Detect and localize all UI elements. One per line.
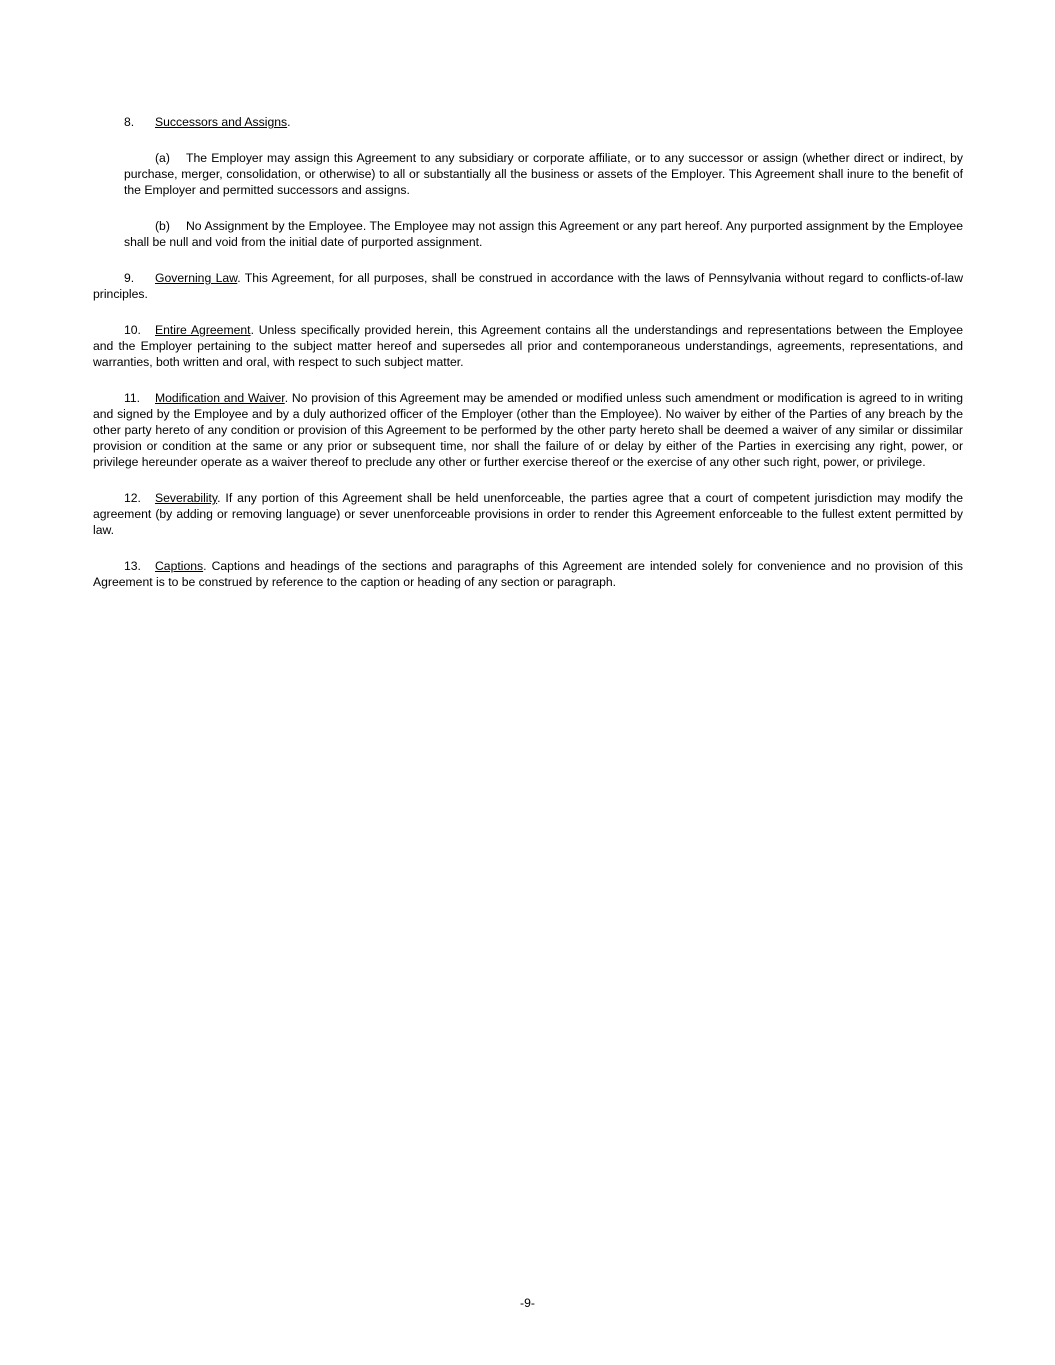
section-text: . This Agreement, for all purposes, shall be construed in accordance with the laws of Pennsylvania without regard to conflicts-of-law principles.: [93, 271, 963, 301]
section-12-paragraph: [93, 490, 963, 538]
section-text: . No provision of this Agreement may be amended or modified unless such amendment or modification is agreed to in writing and signed by the Employee and by a duly authorized officer of the Employer (other than the Employee). No waiver by either of the Parties of any breach by the other party hereto of any condition or provision of this Agreement to be performed by the other party hereto shall be deemed a waiver of any similar or dissimilar provision or condition at the same or any prior or subsequent time, nor shall the failure of or delay by either of the Parties in exercising any right, power, or privilege hereunder operate as a waiver thereof to preclude any other or further exercise thereof or the exercise of any other such right, power, or privilege.: [93, 391, 963, 469]
section-number: 8.: [124, 115, 135, 129]
section-title-period: .: [287, 115, 291, 129]
subsection-text: The Employer may assign this Agreement to any subsidiary or corporate affiliate, or to any successor or assign (whether direct or indirect, by purchase, merger, consolidation, or otherwise) to all or substantially all the business or assets of the Employer. This Agreement shall inure to the benefit of the Employer and permitted successors and assigns.: [124, 151, 963, 197]
section-text: . Captions and headings of the sections and paragraphs of this Agreement are intended solely for convenience and no provision of this Agreement is to be construed by reference to the caption or heading of any section or paragraph.: [93, 559, 963, 589]
section-8b-paragraph: [124, 218, 963, 250]
section-title: Entire Agreement: [155, 323, 251, 337]
section-9-paragraph: [93, 270, 963, 302]
section-title: Successors and Assigns: [155, 115, 288, 129]
subsection-label: (b): [155, 219, 170, 233]
subsection-label: (a): [155, 151, 170, 165]
page-number: -9-: [520, 1296, 535, 1310]
section-text: . Unless specifically provided herein, this Agreement contains all the understandings and representations between the Employee and the Employer pertaining to the subject matter hereof and supersedes all prior and contemporaneous understandings, agreements, representations, and warranties, both written and oral, with respect to such subject matter.: [93, 323, 964, 369]
section-number: 9.: [124, 271, 135, 285]
document-page: [93, 114, 963, 610]
section-8a-paragraph: [124, 150, 963, 198]
section-title: Captions: [155, 559, 204, 573]
section-number: 12.: [124, 491, 141, 505]
section-10-paragraph: [93, 322, 963, 370]
section-title: Modification and Waiver: [155, 391, 285, 405]
section-number: 10.: [124, 323, 141, 337]
section-title: Severability: [155, 491, 218, 505]
section-11-paragraph: [93, 390, 963, 470]
section-13-paragraph: [93, 558, 963, 590]
section-8-heading: [93, 114, 963, 130]
section-number: 11.: [124, 391, 141, 405]
section-title: Governing Law: [155, 271, 238, 285]
subsection-text: No Assignment by the Employee. The Employee may not assign this Agreement or any part hereof. Any purported assignment by the Employee shall be null and void from the initial date of purported assignment.: [124, 219, 963, 249]
section-number: 13.: [124, 559, 141, 573]
section-text: . If any portion of this Agreement shall be held unenforceable, the parties agree that a court of competent jurisdiction may modify the agreement (by adding or removing language) or sever unenforceable provisions in order to render this Agreement enforceable to the fullest extent permitted by law.: [93, 491, 963, 537]
